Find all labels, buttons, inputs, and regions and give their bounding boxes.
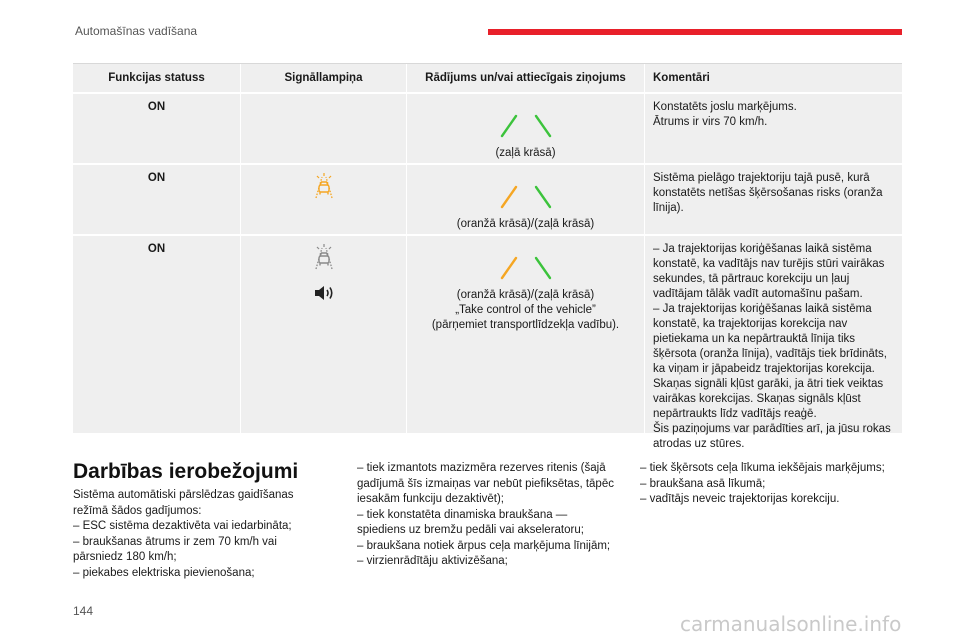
display-note: (zaļā krāsā)	[495, 147, 556, 159]
table-header-row	[73, 64, 902, 94]
paragraph: Sistēma automātiski pārslēdzas gaidīšanas režīmā šādos gadījumos:	[73, 489, 294, 517]
comment-text: – Ja trajektorijas koriģēšanas laikā sistēma konstatē, ka vadītājs nav turējis stūri vairākas sekundes, tā pārtrauc korekciju un ļauj vadītājam tālāk vadīt automašīnu pašam.	[653, 243, 885, 300]
comment-text: Šis paziņojums var parādīties arī, ja jūsu rokas atrodas uz stūres.	[653, 423, 891, 450]
display-message: „Take control of the vehicle”	[455, 304, 596, 316]
comment-text: Skaņas signāli kļūst garāki, ja ātri tiek veiktas vairākas korekcijas. Skaņas signāls kļūst nepārtraukts līdz vadītājs reaģē.	[653, 378, 884, 420]
display-cell	[407, 94, 645, 163]
page-number: 144	[73, 604, 94, 618]
comment-text: Ātrums ir virs 70 km/h.	[653, 116, 768, 128]
status-cell: ON	[73, 236, 241, 433]
display-note: (oranžā krāsā)/(zaļā krāsā)	[456, 218, 595, 230]
lane-markings-orange-green-icon	[496, 183, 556, 209]
section-title: Darbības ierobežojumi	[73, 460, 299, 483]
page-header-title: Automašīnas vadīšana	[75, 24, 198, 38]
table-row	[73, 94, 902, 165]
list-item: – ESC sistēma dezaktivēta vai iedarbināta;	[73, 520, 292, 532]
list-item: – tiek šķērsots ceļa līkuma iekšējais marķējums;	[640, 462, 885, 474]
status-cell: ON	[73, 165, 241, 234]
lamp-cell	[241, 94, 407, 163]
display-note: (oranžā krāsā)/(zaļā krāsā)	[456, 289, 595, 301]
status-cell: ON	[73, 94, 241, 163]
header-display: Rādījums un/vai attiecīgais ziņojums	[407, 64, 645, 92]
lane-markings-green-icon	[496, 112, 556, 138]
table-row	[73, 236, 902, 450]
list-item: – piekabes elektriska pievienošana;	[73, 566, 255, 579]
limitations-column-3	[640, 461, 905, 508]
comment-cell	[645, 165, 902, 234]
lane-departure-warning-icon	[309, 171, 339, 201]
comment-cell	[645, 236, 902, 450]
list-item: – braukšana asā līkumā;	[640, 477, 766, 490]
table-row	[73, 165, 902, 236]
comment-cell	[645, 94, 902, 163]
watermark: carmanualsonline.info	[680, 612, 902, 636]
lane-departure-warning-icon	[309, 242, 339, 272]
list-item: – braukšana notiek ārpus ceļa marķējuma līnijām;	[357, 539, 611, 552]
comment-text: Sistēma pielāgo trajektoriju tajā pusē, kurā konstatēts netīšas šķērsošanas risks (oranža līnija).	[653, 172, 883, 214]
lamp-cell	[241, 165, 407, 234]
list-item: – tiek izmantots mazizmēra rezerves ritenis (šajā gadījumā šīs izmaiņas var nebūt piefiksētas, tāpēc iesakām funkciju dezaktivēt);	[357, 462, 614, 505]
header-lamp: Signāllampiņa	[241, 64, 407, 92]
display-cell	[407, 165, 645, 234]
list-item: – virzienrādītāju aktivizēšana;	[357, 555, 508, 567]
list-item: – tiek konstatēta dinamiska braukšana — spiediens uz bremžu pedāli vai akseleratoru;	[357, 508, 584, 536]
lane-markings-orange-green-icon	[496, 254, 556, 280]
display-cell	[407, 236, 645, 433]
limitations-column-1	[73, 488, 323, 581]
lamp-cell	[241, 236, 407, 433]
speaker-sound-icon	[313, 284, 335, 302]
display-message: (pārņemiet transportlīdzekļa vadību).	[431, 319, 620, 331]
header-comments: Komentāri	[653, 72, 710, 84]
list-item: – vadītājs neveic trajektorijas korekciju.	[640, 493, 840, 505]
list-item: – braukšanas ātrums ir zem 70 km/h vai pārsniedz 180 km/h;	[73, 535, 277, 563]
comment-text: Konstatēts joslu marķējums.	[653, 101, 797, 113]
header-status: Funkcijas statuss	[73, 64, 241, 92]
limitations-column-2	[357, 461, 615, 570]
header-accent-bar	[488, 29, 902, 35]
function-status-table	[73, 63, 902, 450]
comment-text: – Ja trajektorijas koriģēšanas laikā sistēma konstatē, ka trajektorijas korekcija nav pietiekama un ka nepārtrauktā līnija tiks šķērsota (oranža līnija), vadītājs tiek brīdināts, ka viņam ir jāpabeidz trajektorijas korekcija.	[653, 303, 887, 375]
